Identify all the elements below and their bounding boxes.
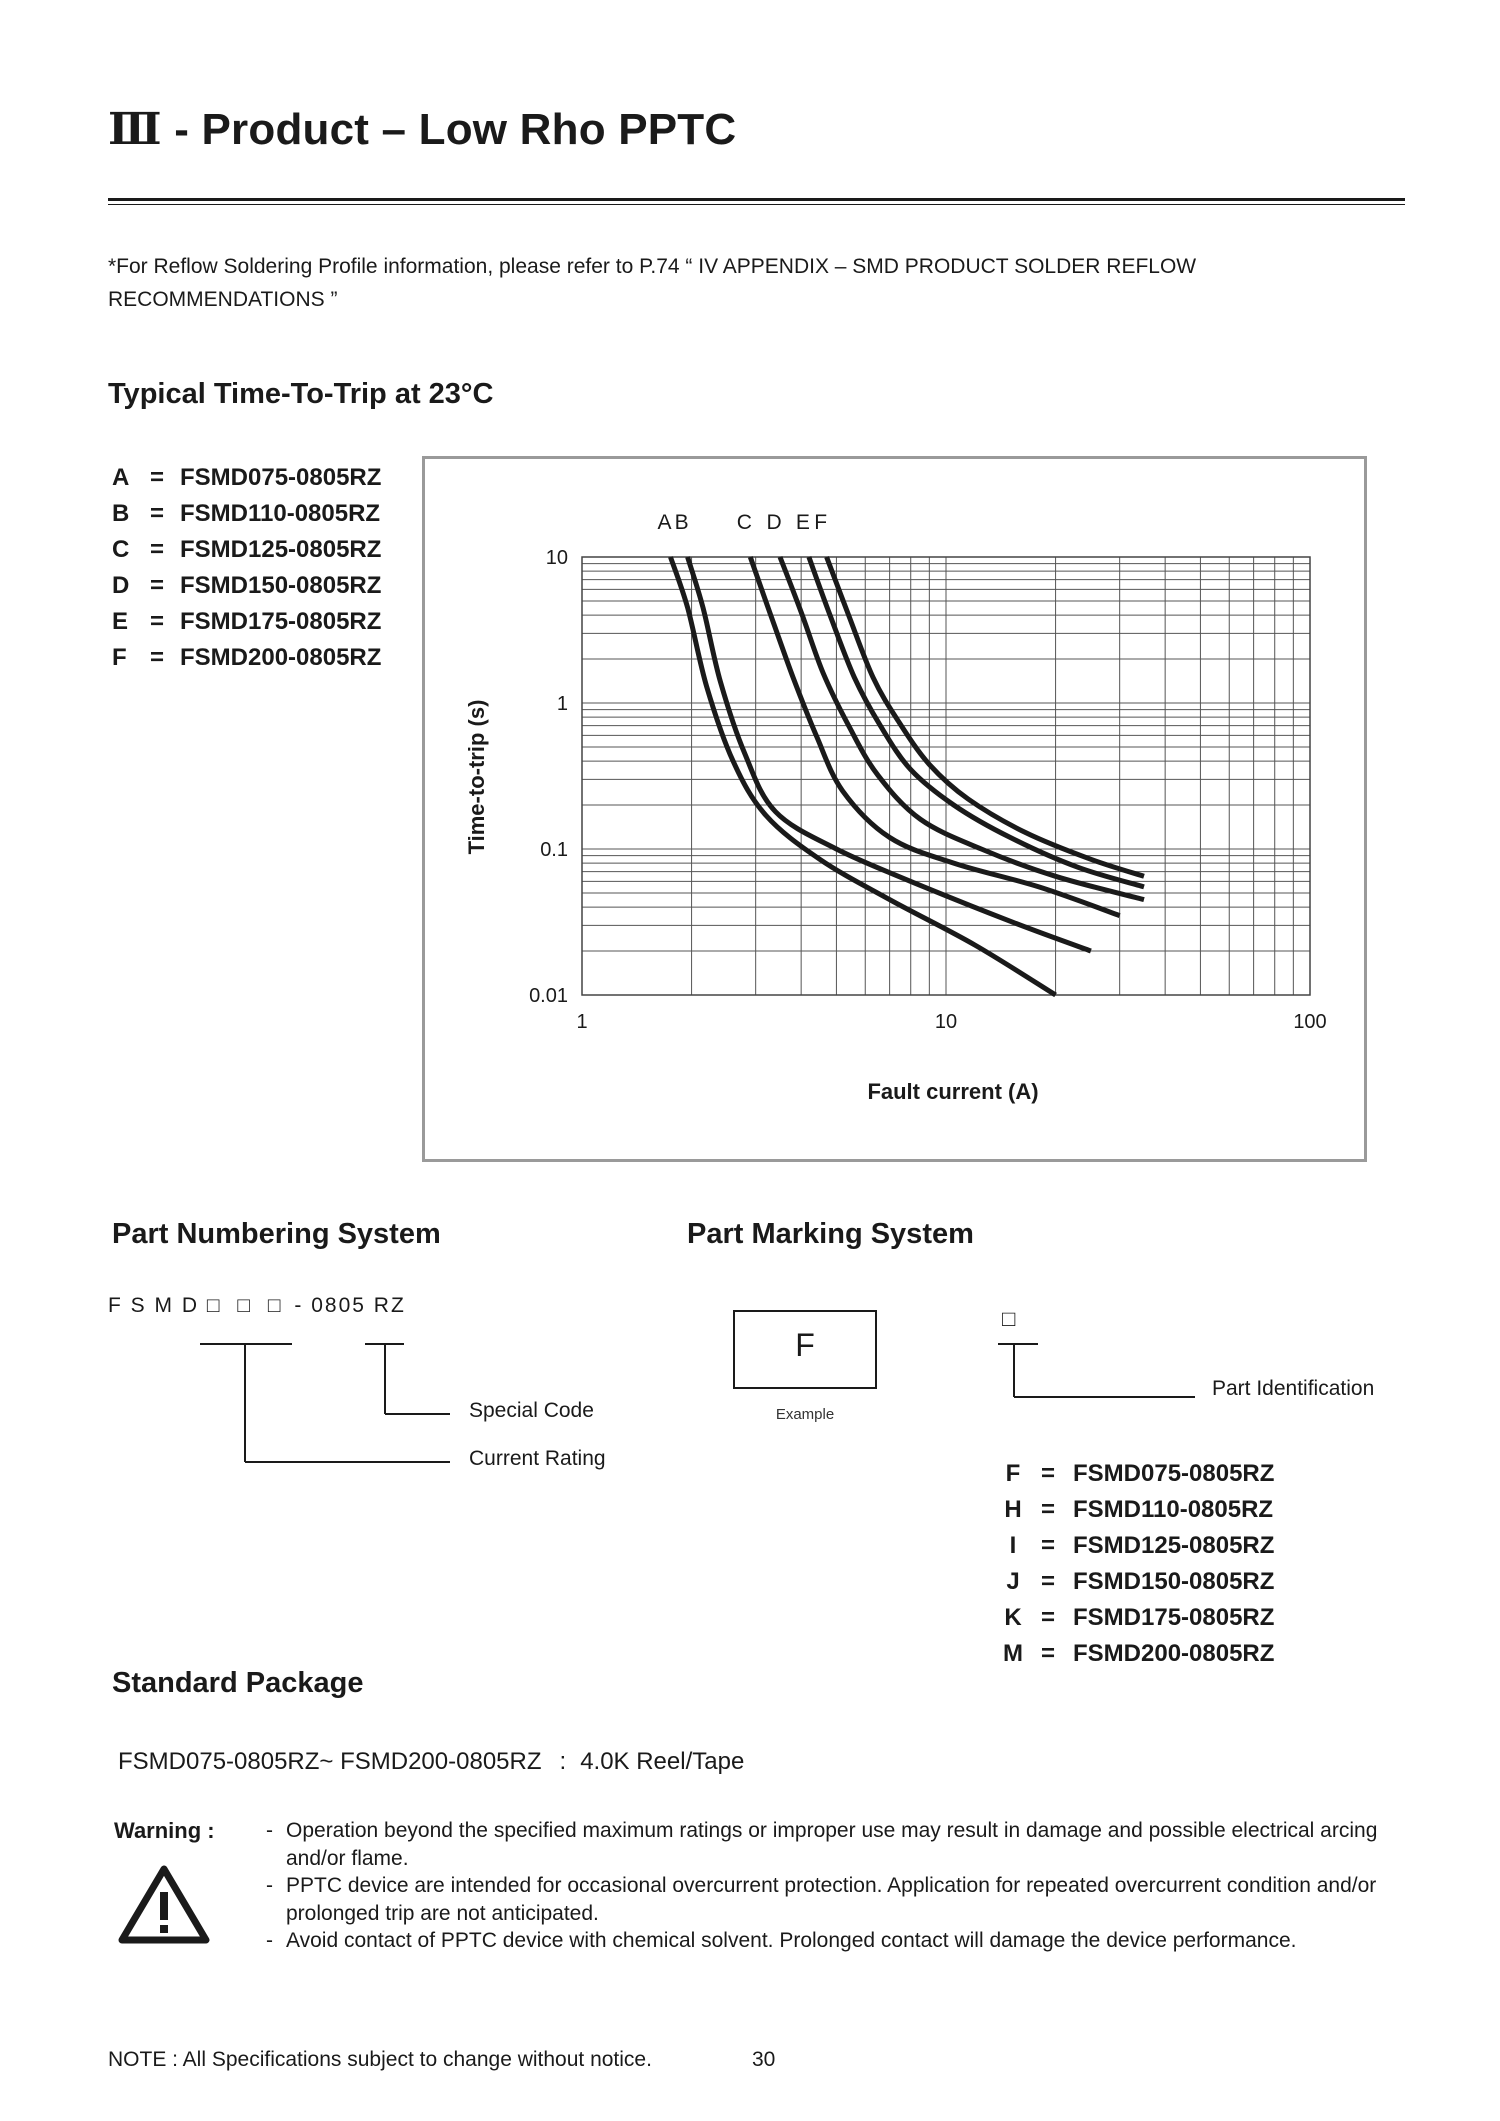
y-tick-label: 1: [556, 693, 568, 715]
marking-legend-row: [993, 1636, 1274, 1672]
marking-legend-key: F: [1005, 1460, 1021, 1487]
warning-text: Avoid contact of PPTC device with chemical solvent. Prolonged contact will damage the device performance.: [286, 1929, 1297, 1952]
standard-package-packing: 4.0K Reel/Tape: [580, 1748, 745, 1775]
marking-legend: [993, 1456, 1274, 1672]
marking-legend-row: [993, 1564, 1274, 1600]
standard-package-colon: :: [559, 1748, 567, 1775]
ttt-legend-eq: =: [150, 608, 165, 635]
warning-dash: -: [266, 1819, 273, 1842]
warning-text: PPTC device are intended for occasional overcurrent protection. Application for repeated overcurrent condition and/or prolonged trip are not anticipated.: [286, 1874, 1377, 1925]
ttt-legend-part: FSMD150-0805RZ: [180, 572, 382, 599]
ttt-legend-part: FSMD125-0805RZ: [180, 536, 382, 563]
ttt-legend-eq: =: [150, 464, 165, 491]
warning-item: [266, 1872, 1416, 1927]
warning-item: [266, 1817, 1416, 1872]
series-label-f: F: [814, 511, 828, 534]
marking-legend-eq: =: [1040, 1496, 1055, 1523]
marking-legend-part: FSMD200-0805RZ: [1073, 1640, 1275, 1667]
page-title-text: - Product – Low Rho PPTC: [161, 105, 737, 154]
x-tick-label: 100: [1293, 1011, 1327, 1033]
marking-legend-part: FSMD125-0805RZ: [1073, 1532, 1275, 1559]
part-number-code: [108, 1294, 406, 1318]
part-number-suffix: - 0805 RZ: [294, 1294, 406, 1317]
ttt-legend-key: C: [112, 536, 130, 563]
standard-package-line: [118, 1748, 744, 1776]
marking-legend-part: FSMD075-0805RZ: [1073, 1460, 1275, 1487]
section-numeral: Ⅲ: [108, 105, 162, 154]
marking-legend-eq: =: [1040, 1460, 1055, 1487]
marking-legend-eq: =: [1040, 1532, 1055, 1559]
y-tick-label: 0.1: [540, 839, 568, 861]
marking-legend-eq: =: [1040, 1568, 1055, 1595]
x-tick-label: 1: [576, 1011, 588, 1033]
ttt-legend-eq: =: [150, 536, 165, 563]
marking-legend-row: [993, 1600, 1274, 1636]
marking-legend-part: FSMD110-0805RZ: [1073, 1496, 1274, 1523]
marking-example-box: F: [733, 1310, 877, 1389]
y-axis-label: Time-to-trip (s): [464, 699, 489, 855]
page-number: 30: [752, 2048, 776, 2071]
warning-label: Warning :: [114, 1818, 215, 1843]
footer-note: NOTE : All Specifications subject to change without notice.: [108, 2048, 652, 2071]
series-label-e: E: [795, 511, 810, 534]
part-numbering-title: Part Numbering System: [112, 1218, 441, 1250]
marking-legend-key: I: [1009, 1532, 1017, 1559]
marking-legend-key: J: [1006, 1568, 1020, 1595]
series-label-a: A: [657, 511, 672, 534]
warning-triangle-icon: [118, 1864, 210, 1949]
ttt-legend-part: FSMD175-0805RZ: [180, 608, 382, 635]
marking-legend-row: [993, 1528, 1274, 1564]
marking-legend-eq: =: [1040, 1604, 1055, 1631]
series-label-d: D: [766, 511, 782, 534]
warning-item: [266, 1927, 1416, 1955]
standard-package-range: FSMD075-0805RZ~ FSMD200-0805RZ: [118, 1748, 542, 1775]
marking-legend-part: FSMD150-0805RZ: [1073, 1568, 1275, 1595]
warning-list: [266, 1817, 1416, 1955]
marking-example-caption: Example: [775, 1406, 835, 1423]
current-rating-label: Current Rating: [469, 1447, 606, 1470]
x-axis-label: Fault current (A): [867, 1079, 1039, 1104]
ttt-legend-key: D: [112, 572, 130, 599]
part-marking-title: Part Marking System: [687, 1218, 974, 1250]
ttt-legend-eq: =: [150, 500, 165, 527]
y-tick-label: 0.01: [529, 985, 568, 1007]
marking-legend-row: [993, 1456, 1274, 1492]
warning-text: Operation beyond the specified maximum ratings or improper use may result in damage and possible electrical arcing and/or flame.: [286, 1819, 1378, 1870]
ttt-legend-eq: =: [150, 572, 165, 599]
ttt-legend-key: F: [112, 644, 127, 671]
series-label-b: B: [674, 511, 689, 534]
ttt-legend-part: FSMD075-0805RZ: [180, 464, 382, 491]
ttt-legend-part: FSMD200-0805RZ: [180, 644, 382, 671]
ttt-legend-key: B: [112, 500, 130, 527]
part-number-prefix: F S M D: [108, 1294, 199, 1317]
marking-legend-key: M: [1003, 1640, 1023, 1667]
reflow-note: *For Reflow Soldering Profile information, please refer to P.74 “ IV APPENDIX – SMD PRODUCT SOLDER REFLOW RECOMMENDATIONS ”: [108, 255, 1197, 311]
marking-legend-row: [993, 1492, 1274, 1528]
ttt-legend-part: FSMD110-0805RZ: [180, 500, 381, 527]
x-tick-label: 10: [934, 1011, 958, 1033]
marking-legend-key: K: [1004, 1604, 1022, 1631]
standard-package-title: Standard Package: [112, 1667, 364, 1699]
ttt-legend-key: A: [112, 464, 130, 491]
warning-dash: -: [266, 1929, 273, 1952]
marking-legend-part: FSMD175-0805RZ: [1073, 1604, 1275, 1631]
warning-dash: -: [266, 1874, 273, 1897]
ttt-legend-eq: =: [150, 644, 165, 671]
series-label-c: C: [736, 511, 752, 534]
part-identification-label: Part Identification: [1212, 1377, 1375, 1400]
ttt-title: Typical Time-To-Trip at 23°C: [108, 378, 494, 410]
ttt-legend-key: E: [112, 608, 129, 635]
marking-legend-eq: =: [1040, 1640, 1055, 1667]
marking-legend-key: H: [1004, 1496, 1022, 1523]
y-tick-label: 10: [545, 547, 568, 569]
marking-box-symbol: □: [1002, 1306, 1016, 1331]
special-code-label: Special Code: [469, 1399, 594, 1422]
part-number-boxes: □ □ □: [206, 1294, 287, 1317]
